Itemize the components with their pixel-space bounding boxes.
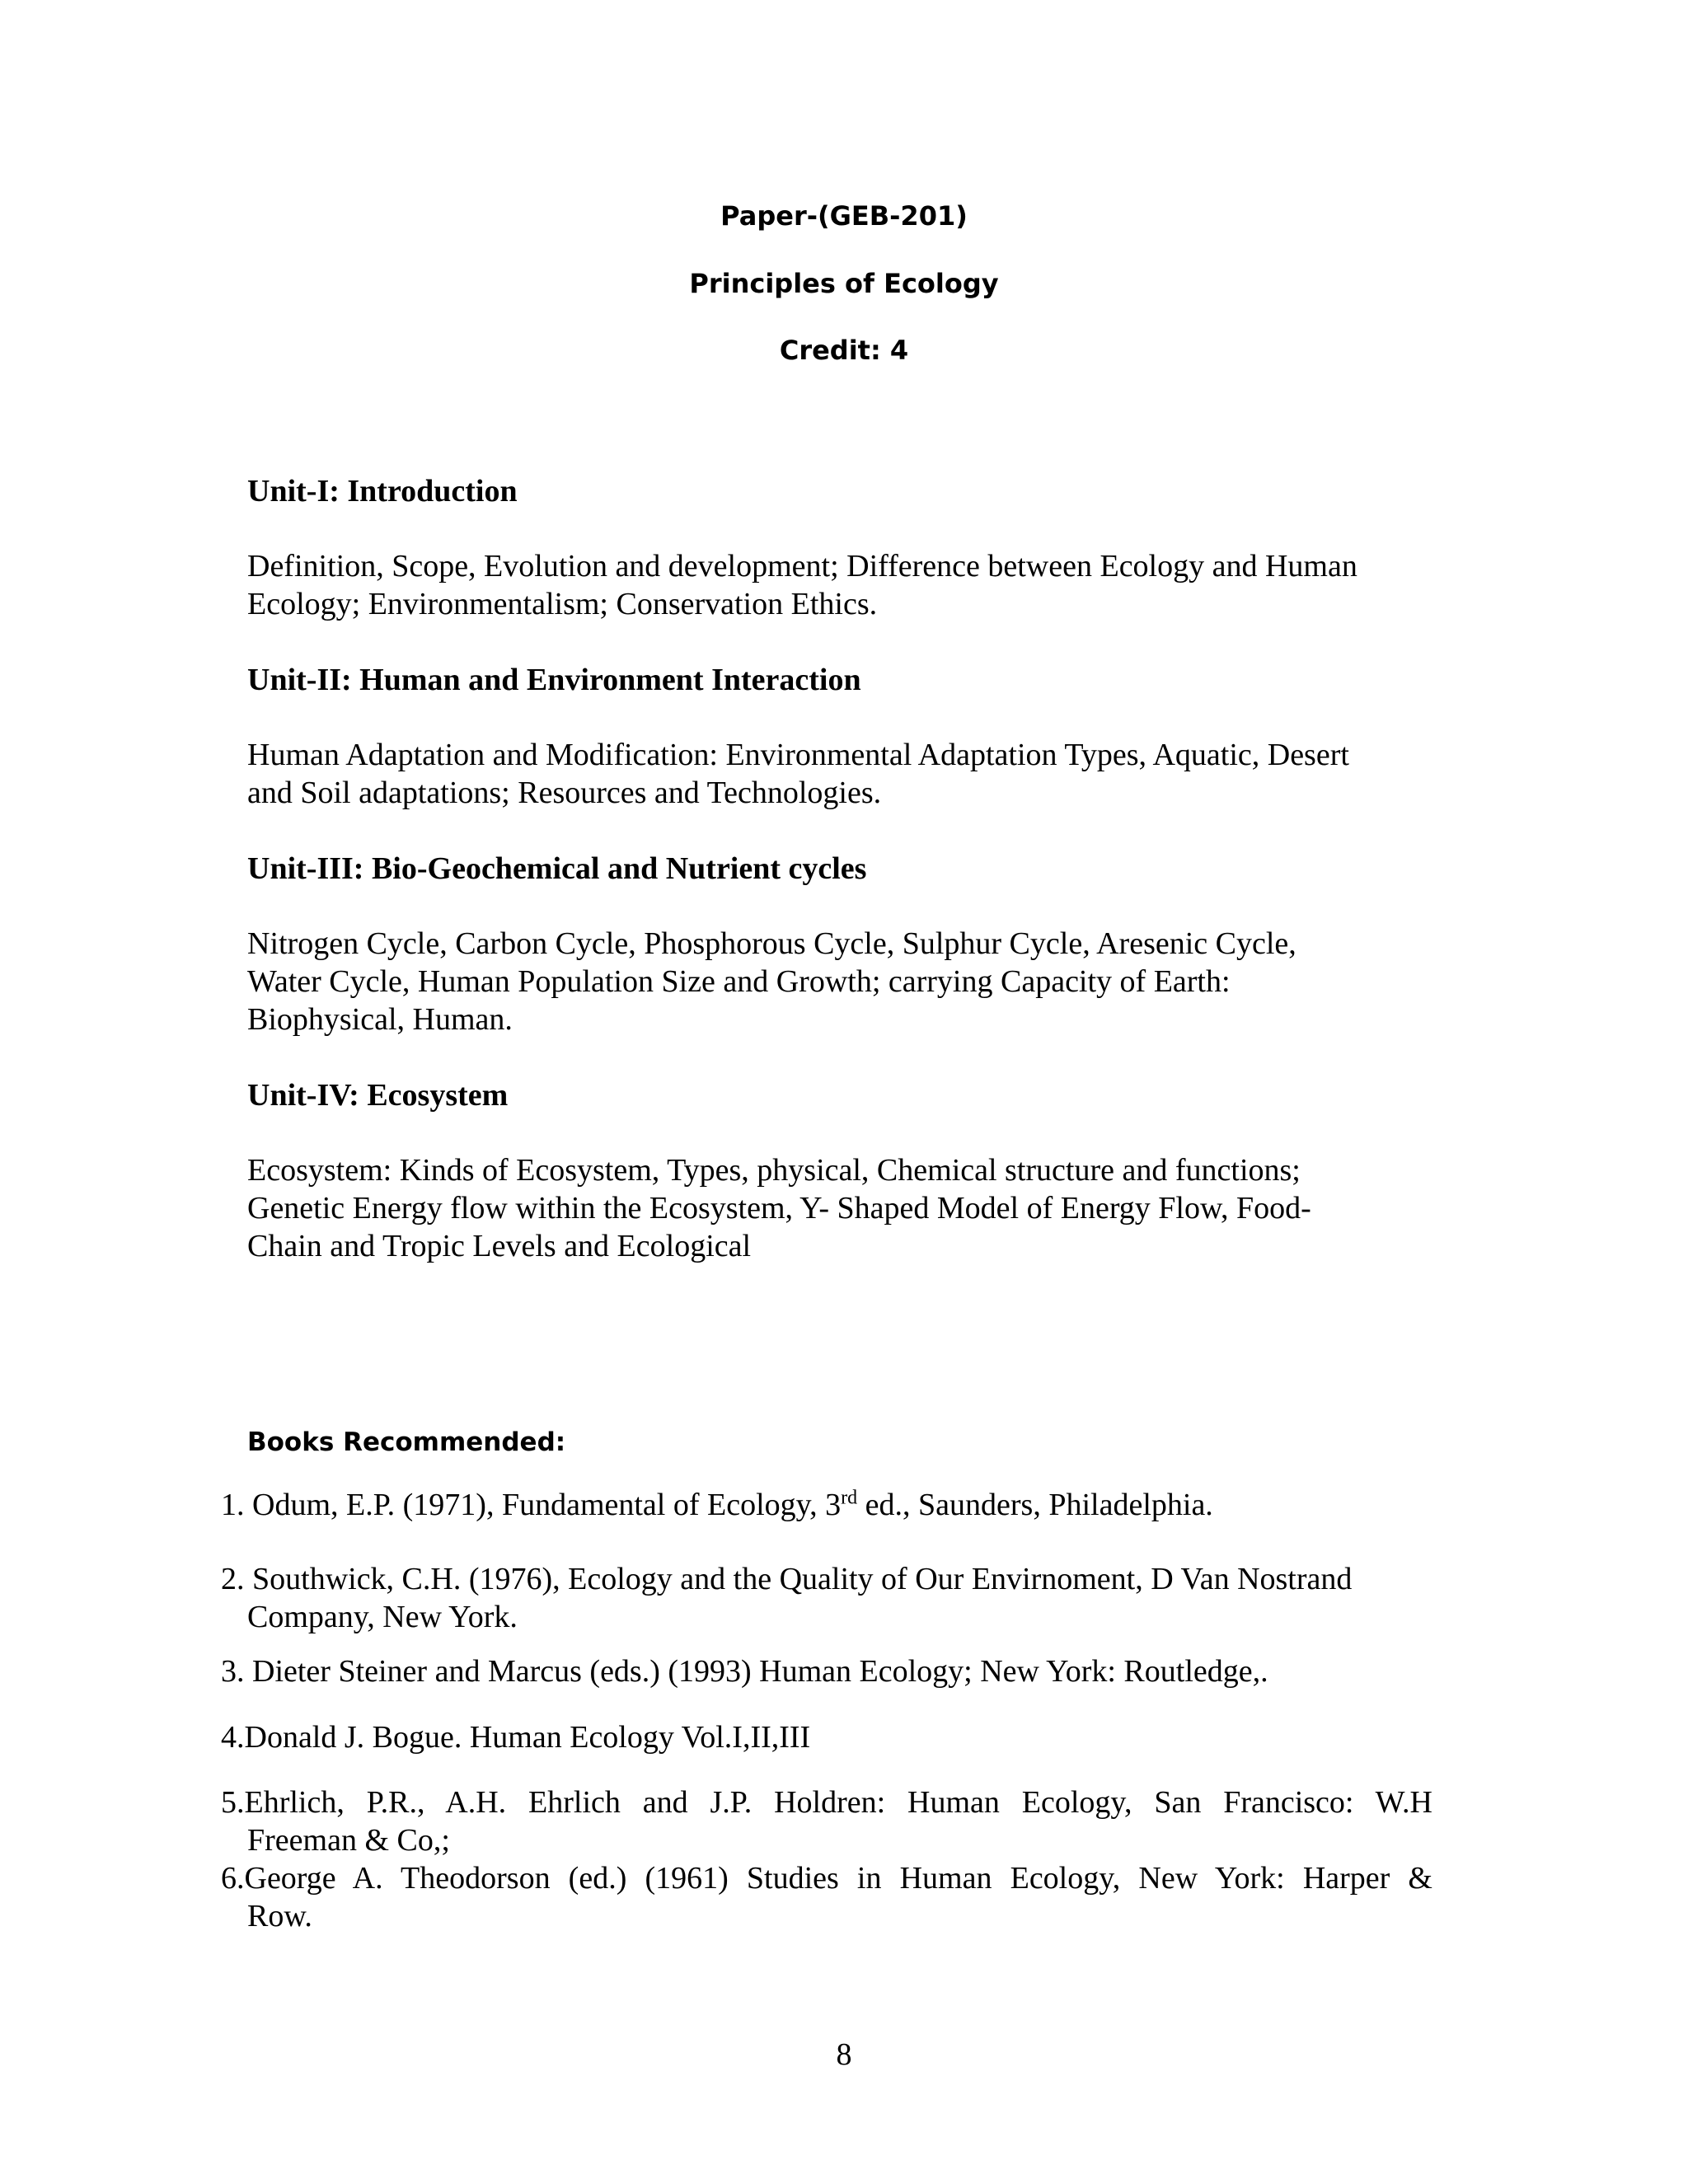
book-1-rest: ed., Saunders, Philadelphia. (857, 1488, 1213, 1522)
book-line: 2. Southwick, C.H. (1976), Ecology and the Quality of Our Envirnoment, D Van Nostrand (221, 1562, 1353, 1596)
unit-2-line: Human Adaptation and Modification: Environmental Adaptation Types, Aquatic, Desert (247, 738, 1349, 772)
unit-4-text (247, 1151, 1442, 1265)
book-item-3 (221, 1652, 1432, 1690)
book-line: 5.Ehrlich, P.R., A.H. Ehrlich and J.P. Holdren: Human Ecology, San Francisco: W.H (221, 1785, 1432, 1820)
unit-4-title: Unit-IV: Ecosystem (247, 1078, 509, 1113)
unit-4-line: Ecosystem: Kinds of Ecosystem, Types, physical, Chemical structure and functions; (247, 1153, 1301, 1188)
book-line-continued: Row. (247, 1899, 312, 1933)
book-line: 6.George A. Theodorson (ed.) (1961) Studies in Human Ecology, New York: Harper & (221, 1861, 1432, 1896)
book-item-6 (221, 1859, 1432, 1935)
paper-code: Paper-(GEB-201) (720, 200, 968, 232)
book-1-main: 1. Odum, E.P. (1971), Fundamental of Ecology, 3 (221, 1488, 842, 1522)
unit-4-line: Chain and Tropic Levels and Ecological (247, 1229, 752, 1263)
unit-3-text (247, 925, 1442, 1038)
book-item-1 (221, 1486, 1432, 1524)
unit-2-line: and Soil adaptations; Resources and Technologies. (247, 776, 882, 810)
book-item-5 (221, 1783, 1432, 1859)
unit-4-line: Genetic Energy flow within the Ecosystem, Y- Shaped Model of Energy Flow, Food- (247, 1191, 1311, 1226)
book-item-4 (221, 1718, 1432, 1756)
unit-1-line: Ecology; Environmentalism; Conservation Ethics. (247, 587, 878, 621)
unit-3-line: Biophysical, Human. (247, 1002, 513, 1037)
page-number: 8 (836, 2037, 852, 2072)
credit-label: Credit: 4 (779, 335, 909, 366)
book-line-continued: Company, New York. (247, 1600, 518, 1634)
books-heading: Books Recommended: (247, 1427, 566, 1457)
book-line: 3. Dieter Steiner and Marcus (eds.) (1993) Human Ecology; New York: Routledge,. (221, 1654, 1268, 1689)
unit-1-line: Definition, Scope, Evolution and development; Difference between Ecology and Human (247, 549, 1357, 583)
book-1-superscript: rd (841, 1487, 858, 1509)
book-line (221, 1486, 1432, 1524)
unit-1-title: Unit-I: Introduction (247, 474, 518, 509)
book-line-continued: Freeman & Co,; (247, 1823, 450, 1858)
unit-3-title: Unit-III: Bio-Geochemical and Nutrient cycles (247, 851, 867, 886)
unit-2-text (247, 736, 1442, 812)
book-line: 4.Donald J. Bogue. Human Ecology Vol.I,II,III (221, 1720, 811, 1755)
unit-3-line: Nitrogen Cycle, Carbon Cycle, Phosphorous Cycle, Sulphur Cycle, Aresenic Cycle, (247, 926, 1296, 961)
course-title: Principles of Ecology (689, 268, 999, 299)
unit-2-title: Unit-II: Human and Environment Interaction (247, 663, 861, 697)
book-item-2 (221, 1560, 1432, 1636)
unit-1-text (247, 547, 1442, 623)
unit-3-line: Water Cycle, Human Population Size and Growth; carrying Capacity of Earth: (247, 964, 1231, 999)
